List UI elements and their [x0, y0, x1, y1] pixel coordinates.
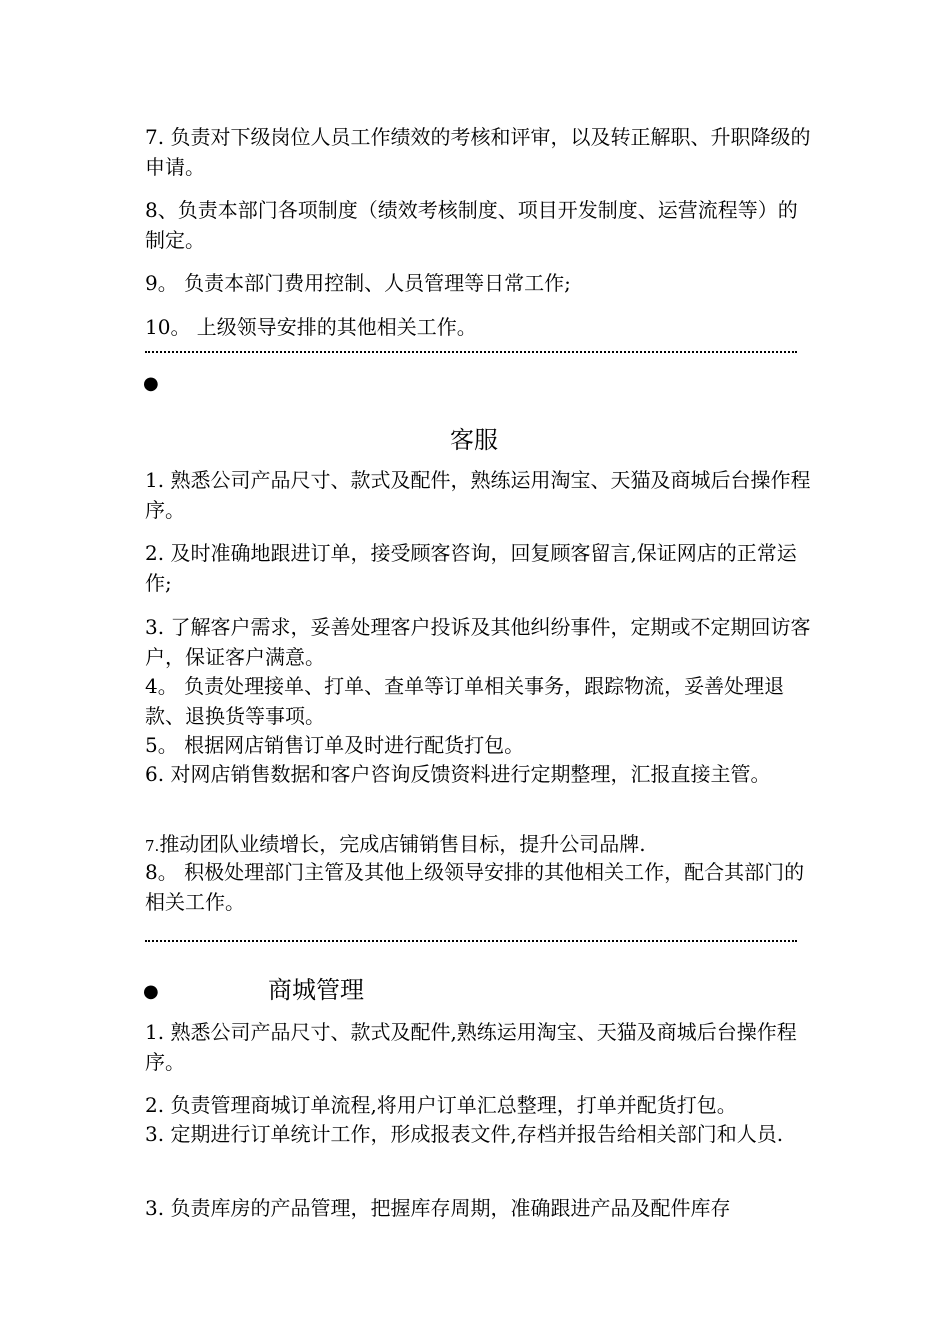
cs-item-4: 4。 负责处理接单、打单、查单等订单相关事务，跟踪物流，妥善处理退款、退换货等事项。	[145, 674, 785, 728]
cs-item-7-number: 7.	[145, 837, 160, 855]
mall-item-3b: 3. 负责库房的产品管理，把握库存周期，准确跟进产品及配件库存	[145, 1196, 731, 1220]
bullet-marker: ●	[143, 981, 159, 1002]
section-title-customer-service: 客服	[450, 426, 498, 454]
dotted-separator	[145, 351, 797, 357]
duty-item-8: 8、负责本部门各项制度（绩效考核制度、项目开发制度、运营流程等）的制定。	[145, 198, 798, 252]
duty-item-7: 7. 负责对下级岗位人员工作绩效的考核和评审，以及转正解职、升职降级的申请。	[145, 125, 811, 179]
bullet-marker: ●	[143, 373, 159, 394]
duty-item-10: 10。 上级领导安排的其他相关工作。	[145, 315, 477, 339]
duty-item-9: 9。 负责本部门费用控制、人员管理等日常工作;	[145, 271, 571, 295]
cs-item-1: 1. 熟悉公司产品尺寸、款式及配件，熟练运用淘宝、天猫及商城后台操作程序。	[145, 468, 811, 522]
dotted-separator	[145, 940, 797, 946]
section-title-mall-management: 商城管理	[268, 976, 364, 1004]
mall-item-1: 1. 熟悉公司产品尺寸、款式及配件,熟练运用淘宝、天猫及商城后台操作程序。	[145, 1020, 797, 1074]
mall-item-3: 3. 定期进行订单统计工作，形成报表文件,存档并报告给相关部门和人员.	[145, 1122, 784, 1146]
cs-item-3: 3. 了解客户需求，妥善处理客户投诉及其他纠纷事件，定期或不定期回访客户，保证客户满意。	[145, 615, 811, 669]
cs-item-2: 2. 及时准确地跟进订单，接受顾客咨询，回复顾客留言,保证网店的正常运作;	[145, 541, 797, 595]
cs-item-5: 5。 根据网店销售订单及时进行配货打包。	[145, 733, 525, 757]
cs-item-8: 8。 积极处理部门主管及其他上级领导安排的其他相关工作，配合其部门的相关工作。	[145, 860, 805, 914]
cs-item-7-text: 推动团队业绩增长，完成店铺销售目标，提升公司品牌.	[159, 832, 646, 856]
cs-item-6: 6. 对网店销售数据和客户咨询反馈资料进行定期整理，汇报直接主管。	[145, 762, 771, 786]
mall-item-2: 2. 负责管理商城订单流程,将用户订单汇总整理，打单并配货打包。	[145, 1093, 737, 1117]
